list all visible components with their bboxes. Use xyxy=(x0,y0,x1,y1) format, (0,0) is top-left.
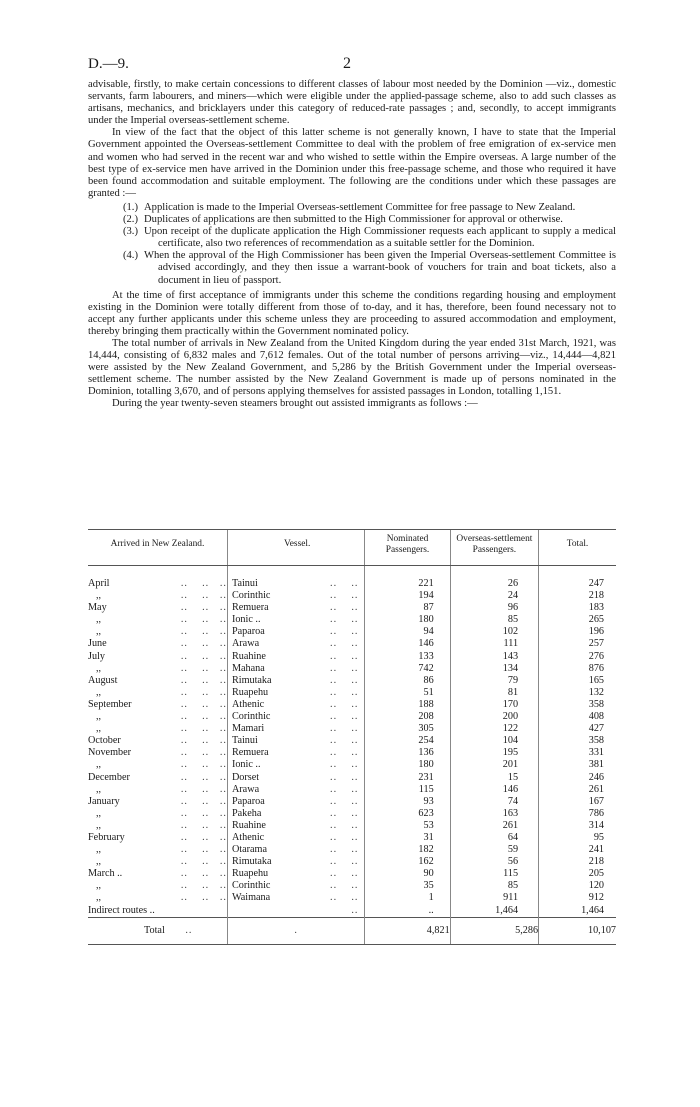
overseas-count: 261 xyxy=(450,820,538,832)
vessel-name: Dorset xyxy=(231,771,260,783)
overseas-count: 143 xyxy=(450,651,538,663)
vessel-name: Mahana xyxy=(231,662,265,674)
vessel-name: Ruapehu xyxy=(231,686,269,698)
nominated-count: 35 xyxy=(365,880,450,892)
arrival-month: ,, xyxy=(96,590,102,602)
nominated-count: 162 xyxy=(365,856,450,868)
nominated-count: 623 xyxy=(365,808,450,820)
leader-dots: .. .. xyxy=(330,711,359,723)
arrival-month: June xyxy=(88,638,107,650)
table-row xyxy=(88,723,616,735)
leader-dots: .. .. .. xyxy=(180,856,227,868)
leader-dots: .. .. .. xyxy=(180,662,227,674)
leader-dots: .. .. xyxy=(330,868,359,880)
table-row xyxy=(88,832,616,844)
table-row xyxy=(88,626,616,638)
leader-dots: .. .. xyxy=(330,650,359,662)
table-row xyxy=(88,772,616,784)
leader-dots: .. .. .. xyxy=(180,578,227,589)
vessel-name: Corinthic xyxy=(231,590,271,602)
leader-dots: .. .. xyxy=(330,807,359,819)
row-total: 132 xyxy=(539,687,616,699)
overseas-count: 1,464 xyxy=(450,905,538,918)
leader-dots: .. .. xyxy=(330,856,359,868)
vessel-name: Athenic xyxy=(231,831,265,843)
row-total: 265 xyxy=(539,614,616,626)
nominated-count: 87 xyxy=(365,602,450,614)
table-row xyxy=(88,892,616,904)
row-total: 241 xyxy=(539,844,616,856)
nominated-count: 180 xyxy=(365,614,450,626)
condition-text: Duplicates of applications are then submitted to the High Commissioner for approval or otherwise. xyxy=(144,214,563,226)
condition-number: (1.) xyxy=(122,201,138,213)
nominated-count: 182 xyxy=(365,844,450,856)
total-nominated: 4,821 xyxy=(365,917,450,944)
conditions-list xyxy=(88,202,616,287)
arrival-month: January xyxy=(88,795,120,807)
arrival-month: ,, xyxy=(96,614,102,626)
leader-dots: .. .. xyxy=(330,831,359,843)
overseas-count: 201 xyxy=(450,759,538,771)
nominated-count: 51 xyxy=(365,687,450,699)
row-total: 218 xyxy=(539,856,616,868)
row-total: 331 xyxy=(539,747,616,759)
table-row xyxy=(88,602,616,614)
row-total: 120 xyxy=(539,880,616,892)
leader-dots: .. .. .. xyxy=(180,735,227,747)
table-row xyxy=(88,856,616,868)
condition-text: When the approval of the High Commissioner has been given the Imperial Overseas-settlement Committee is advised accordingly, and they then issue a warrant-book of vouchers for train and boat tickets, also a document in lieu of passport. xyxy=(144,250,616,286)
arrival-month: ,, xyxy=(96,662,102,674)
total-grand: 10,107 xyxy=(539,917,616,944)
nominated-count: 93 xyxy=(365,796,450,808)
document-series-code: D.—9. xyxy=(88,56,129,72)
leader-dots: .. .. .. xyxy=(180,759,227,771)
vessel-name: Pakeha xyxy=(231,807,262,819)
row-total: 427 xyxy=(539,723,616,735)
header-vessel: Vessel. xyxy=(227,530,364,566)
row-total: 246 xyxy=(539,772,616,784)
leader-dots: .. .. .. xyxy=(180,686,227,698)
row-total: 205 xyxy=(539,868,616,880)
overseas-count: 96 xyxy=(450,602,538,614)
arrival-month: ,, xyxy=(96,892,102,904)
header-nominated: Nominated Passengers. xyxy=(365,530,450,566)
condition-item xyxy=(88,214,616,226)
header-overseas: Overseas-settlement Passengers. xyxy=(450,530,538,566)
vessel-name: Corinthic xyxy=(231,711,271,723)
nominated-count: 208 xyxy=(365,711,450,723)
table-row xyxy=(88,796,616,808)
nominated-count: 231 xyxy=(365,772,450,784)
arrivals-table xyxy=(88,529,616,945)
nominated-count: 188 xyxy=(365,699,450,711)
leader-dots: .. .. .. xyxy=(180,880,227,892)
table-row xyxy=(88,905,616,918)
condition-number: (2.) xyxy=(122,214,138,226)
vessel-name: Ruahine xyxy=(231,819,266,831)
nominated-count: .. xyxy=(365,905,450,918)
table-row xyxy=(88,759,616,771)
leader-dots: .. .. .. xyxy=(180,771,227,783)
total-overseas: 5,286 xyxy=(450,917,538,944)
leader-dots: .. .. xyxy=(330,892,359,904)
leader-dots: .. .. xyxy=(330,602,359,614)
table-footer xyxy=(88,917,616,944)
arrival-month: August xyxy=(88,674,118,686)
table-row xyxy=(88,651,616,663)
condition-text: Upon receipt of the duplicate application the High Commissioner requests each applicant to supply a medical certificate, also two references of recommendation as a suitable settler for the Dominion. xyxy=(144,226,616,250)
nominated-count: 136 xyxy=(365,747,450,759)
leader-dots: .. .. xyxy=(330,759,359,771)
table-row xyxy=(88,566,616,591)
table-row xyxy=(88,735,616,747)
leader-dots: .. .. xyxy=(330,723,359,735)
overseas-count: 24 xyxy=(450,590,538,602)
leader-dots: .. .. xyxy=(330,844,359,856)
overseas-count: 111 xyxy=(450,638,538,650)
leader-dots: .. .. .. xyxy=(180,614,227,626)
table-row xyxy=(88,808,616,820)
row-total: 358 xyxy=(539,735,616,747)
vessel-name: Waimana xyxy=(231,892,271,904)
row-total: 276 xyxy=(539,651,616,663)
overseas-count: 85 xyxy=(450,614,538,626)
vessel-name: Paparoa xyxy=(231,795,265,807)
leader-dots: .. .. .. xyxy=(180,723,227,735)
table-row xyxy=(88,880,616,892)
row-total: 314 xyxy=(539,820,616,832)
vessel-name: Mamari xyxy=(231,723,265,735)
table-row xyxy=(88,868,616,880)
row-total: 95 xyxy=(539,832,616,844)
overseas-count: 64 xyxy=(450,832,538,844)
leader-dots: .. .. xyxy=(330,698,359,710)
overseas-count: 115 xyxy=(450,868,538,880)
leader-dots: .. .. .. xyxy=(180,650,227,662)
overseas-count: 74 xyxy=(450,796,538,808)
arrival-month: ,, xyxy=(96,759,102,771)
leader-dots: .. .. .. xyxy=(180,844,227,856)
condition-text: Application is made to the Imperial Overseas-settlement Committee for free passage to New Zealand. xyxy=(144,201,576,213)
leader-dots: .. .. .. xyxy=(180,807,227,819)
overseas-count: 102 xyxy=(450,626,538,638)
overseas-count: 122 xyxy=(450,723,538,735)
nominated-count: 31 xyxy=(365,832,450,844)
leader-dots: .. .. xyxy=(330,614,359,626)
row-total: 261 xyxy=(539,784,616,796)
paragraph-3: At the time of first acceptance of immigrants under this scheme the conditions regarding housing and employment existing in the Dominion were totally different from those of to-day, and it has, therefore, been found necessary not to accept any further applicants under this scheme unless they are proceeding to assured accommodation and employment, thereby bringing them practically within the Government nominated policy. xyxy=(88,289,616,337)
table-row xyxy=(88,590,616,602)
leader-dots: .. .. xyxy=(330,626,359,638)
table-row xyxy=(88,675,616,687)
body-text xyxy=(88,79,616,411)
overseas-count: 170 xyxy=(450,699,538,711)
vessel-name: Remuera xyxy=(231,747,269,759)
overseas-count: 79 xyxy=(450,675,538,687)
row-total: 408 xyxy=(539,711,616,723)
vessel-name: Ruapehu xyxy=(231,868,269,880)
table-header xyxy=(88,530,616,566)
vessel-name: Paparoa xyxy=(231,626,265,638)
nominated-count: 94 xyxy=(365,626,450,638)
leader-dots: .. .. .. xyxy=(180,831,227,843)
leader-dots: .. xyxy=(185,924,193,936)
arrival-month: ,, xyxy=(96,856,102,868)
arrival-month: ,, xyxy=(96,711,102,723)
overseas-count: 146 xyxy=(450,784,538,796)
condition-item xyxy=(88,250,616,286)
leader-dots: .. .. .. xyxy=(180,747,227,759)
overseas-count: 81 xyxy=(450,687,538,699)
overseas-count: 134 xyxy=(450,663,538,675)
arrival-month: ,, xyxy=(96,844,102,856)
vessel-name: Tainui xyxy=(231,578,258,589)
arrival-month: ,, xyxy=(96,723,102,735)
row-total: 257 xyxy=(539,638,616,650)
vessel-name: Rimutaka xyxy=(231,856,272,868)
arrival-month: July xyxy=(88,650,105,662)
leader-dots: .. .. .. xyxy=(180,868,227,880)
leader-dots: .. .. .. xyxy=(180,795,227,807)
row-total: 358 xyxy=(539,699,616,711)
leader-dots: .. .. xyxy=(330,819,359,831)
nominated-count: 90 xyxy=(365,868,450,880)
vessel-name: Corinthic xyxy=(231,880,271,892)
leader-dots: .. .. .. xyxy=(180,783,227,795)
page-number: 2 xyxy=(343,55,351,72)
table-row xyxy=(88,638,616,650)
row-total: 876 xyxy=(539,663,616,675)
table-row xyxy=(88,747,616,759)
nominated-count: 742 xyxy=(365,663,450,675)
leader-dots: .. .. .. xyxy=(180,638,227,650)
leader-dots: .. .. xyxy=(330,795,359,807)
leader-dots: .. .. xyxy=(330,662,359,674)
leader-dots: .. .. xyxy=(330,674,359,686)
leader-dots: .. .. .. xyxy=(180,590,227,602)
paragraph-1: advisable, firstly, to make certain concessions to different classes of labour most needed by the Dominion —viz., domestic servants, farm labourers, and miners—which were eligible under the applied-passage scheme, also to add such classes as artisans, mechanics, and bricklayers under this category of reduced-rate passages ; and, secondly, to accept immigrants under the Imperial overseas-settlement scheme. xyxy=(88,79,616,127)
vessel-name: Rimutaka xyxy=(231,674,272,686)
header-total: Total. xyxy=(539,530,616,566)
condition-item xyxy=(88,202,616,214)
nominated-count: 146 xyxy=(365,638,450,650)
row-total: 381 xyxy=(539,759,616,771)
nominated-count: 194 xyxy=(365,590,450,602)
overseas-count: 26 xyxy=(450,566,538,591)
leader-dots: .. .. xyxy=(330,590,359,602)
arrival-month: ,, xyxy=(96,626,102,638)
arrival-month: February xyxy=(88,831,125,843)
leader-dots: .. xyxy=(351,904,359,916)
vessel-name: Athenic xyxy=(231,698,265,710)
table-row xyxy=(88,699,616,711)
leader-dots: .. .. .. xyxy=(180,626,227,638)
vessel-name: Ruahine xyxy=(231,650,266,662)
vessel-name: Ionic .. xyxy=(231,614,261,626)
paragraph-4: The total number of arrivals in New Zealand from the United Kingdom during the year ended 31st March, 1921, was 14,444, consisting of 6,832 males and 7,612 females. Out of the total number of persons arriving—viz., 14,444—4,821 were assisted by the New Zealand Government, and 5,286 by the British Government under the Imperial overseas-settlement scheme. The number assisted by the New Zealand Government is made up of persons nominated in the Dominion, totalling 3,670, and of persons applying themselves for assisted passages in London, totalling 1,151. xyxy=(88,337,616,398)
overseas-count: 85 xyxy=(450,880,538,892)
arrival-month: ,, xyxy=(96,819,102,831)
nominated-count: 221 xyxy=(365,566,450,591)
leader-dots: .. .. xyxy=(330,578,359,589)
leader-dots: .. .. xyxy=(330,771,359,783)
leader-dots: .. .. .. xyxy=(180,674,227,686)
arrival-month: December xyxy=(88,771,130,783)
leader-dots: .. .. xyxy=(330,638,359,650)
leader-dots: .. .. xyxy=(330,747,359,759)
leader-dots: .. .. .. xyxy=(180,711,227,723)
row-total: 165 xyxy=(539,675,616,687)
leader-dots: .. .. .. xyxy=(180,602,227,614)
table-row xyxy=(88,663,616,675)
overseas-count: 163 xyxy=(450,808,538,820)
leader-dots: . xyxy=(294,924,298,936)
arrival-month: Indirect routes .. xyxy=(88,904,155,916)
nominated-count: 53 xyxy=(365,820,450,832)
row-total: 218 xyxy=(539,590,616,602)
condition-number: (3.) xyxy=(122,226,138,238)
row-total: 1,464 xyxy=(539,905,616,918)
arrival-month: April xyxy=(88,578,110,589)
nominated-count: 305 xyxy=(365,723,450,735)
leader-dots: .. .. xyxy=(330,783,359,795)
vessel-name: Otarama xyxy=(231,844,268,856)
table-row xyxy=(88,711,616,723)
table-row xyxy=(88,687,616,699)
row-total: 786 xyxy=(539,808,616,820)
nominated-count: 86 xyxy=(365,675,450,687)
table-row xyxy=(88,784,616,796)
arrival-month: ,, xyxy=(96,807,102,819)
leader-dots: .. .. xyxy=(330,686,359,698)
overseas-count: 104 xyxy=(450,735,538,747)
overseas-count: 59 xyxy=(450,844,538,856)
table-row xyxy=(88,820,616,832)
arrival-month: September xyxy=(88,698,132,710)
total-label: Total xyxy=(144,924,165,936)
row-total: 912 xyxy=(539,892,616,904)
leader-dots: .. .. .. xyxy=(180,819,227,831)
arrival-month: ,, xyxy=(96,880,102,892)
leader-dots: .. .. xyxy=(330,880,359,892)
arrival-month: ,, xyxy=(96,686,102,698)
overseas-count: 56 xyxy=(450,856,538,868)
leader-dots: .. .. .. xyxy=(180,698,227,710)
nominated-count: 115 xyxy=(365,784,450,796)
nominated-count: 1 xyxy=(365,892,450,904)
vessel-name: Arawa xyxy=(231,783,260,795)
nominated-count: 180 xyxy=(365,759,450,771)
row-total: 183 xyxy=(539,602,616,614)
vessel-name: Ionic .. xyxy=(231,759,261,771)
arrival-month: November xyxy=(88,747,131,759)
total-row xyxy=(88,917,616,944)
nominated-count: 254 xyxy=(365,735,450,747)
overseas-count: 911 xyxy=(450,892,538,904)
paragraph-2: In view of the fact that the object of this latter scheme is not generally known, I have to state that the Imperial Government appointed the Overseas-settlement Committee to deal with the problem of free emigration of ex-service men and women who had served in the recent war and who wished to settle within the Empire overseas. A large number of the best type of ex-service men have arrived in the Dominion under this free-passage scheme, and those who required it have been found accommodation and suitable employment. The following are the conditions under which these passages are granted :— xyxy=(88,127,616,199)
row-total: 167 xyxy=(539,796,616,808)
vessel-name: Arawa xyxy=(231,638,260,650)
overseas-count: 200 xyxy=(450,711,538,723)
nominated-count: 133 xyxy=(365,651,450,663)
vessel-name: Remuera xyxy=(231,602,269,614)
overseas-count: 15 xyxy=(450,772,538,784)
table-body xyxy=(88,566,616,918)
arrival-month: October xyxy=(88,735,121,747)
row-total: 247 xyxy=(539,566,616,591)
arrival-month: March .. xyxy=(88,868,123,880)
arrival-month: ,, xyxy=(96,783,102,795)
table-row xyxy=(88,844,616,856)
condition-number: (4.) xyxy=(122,250,138,262)
table-row xyxy=(88,614,616,626)
condition-item xyxy=(88,226,616,250)
row-total: 196 xyxy=(539,626,616,638)
overseas-count: 195 xyxy=(450,747,538,759)
vessel-name: Tainui xyxy=(231,735,258,747)
leader-dots: .. .. xyxy=(330,735,359,747)
paragraph-5: During the year twenty-seven steamers brought out assisted immigrants as follows :— xyxy=(112,398,478,410)
header-arrived: Arrived in New Zealand. xyxy=(88,530,227,566)
arrival-month: May xyxy=(88,602,107,614)
leader-dots: .. .. .. xyxy=(180,892,227,904)
